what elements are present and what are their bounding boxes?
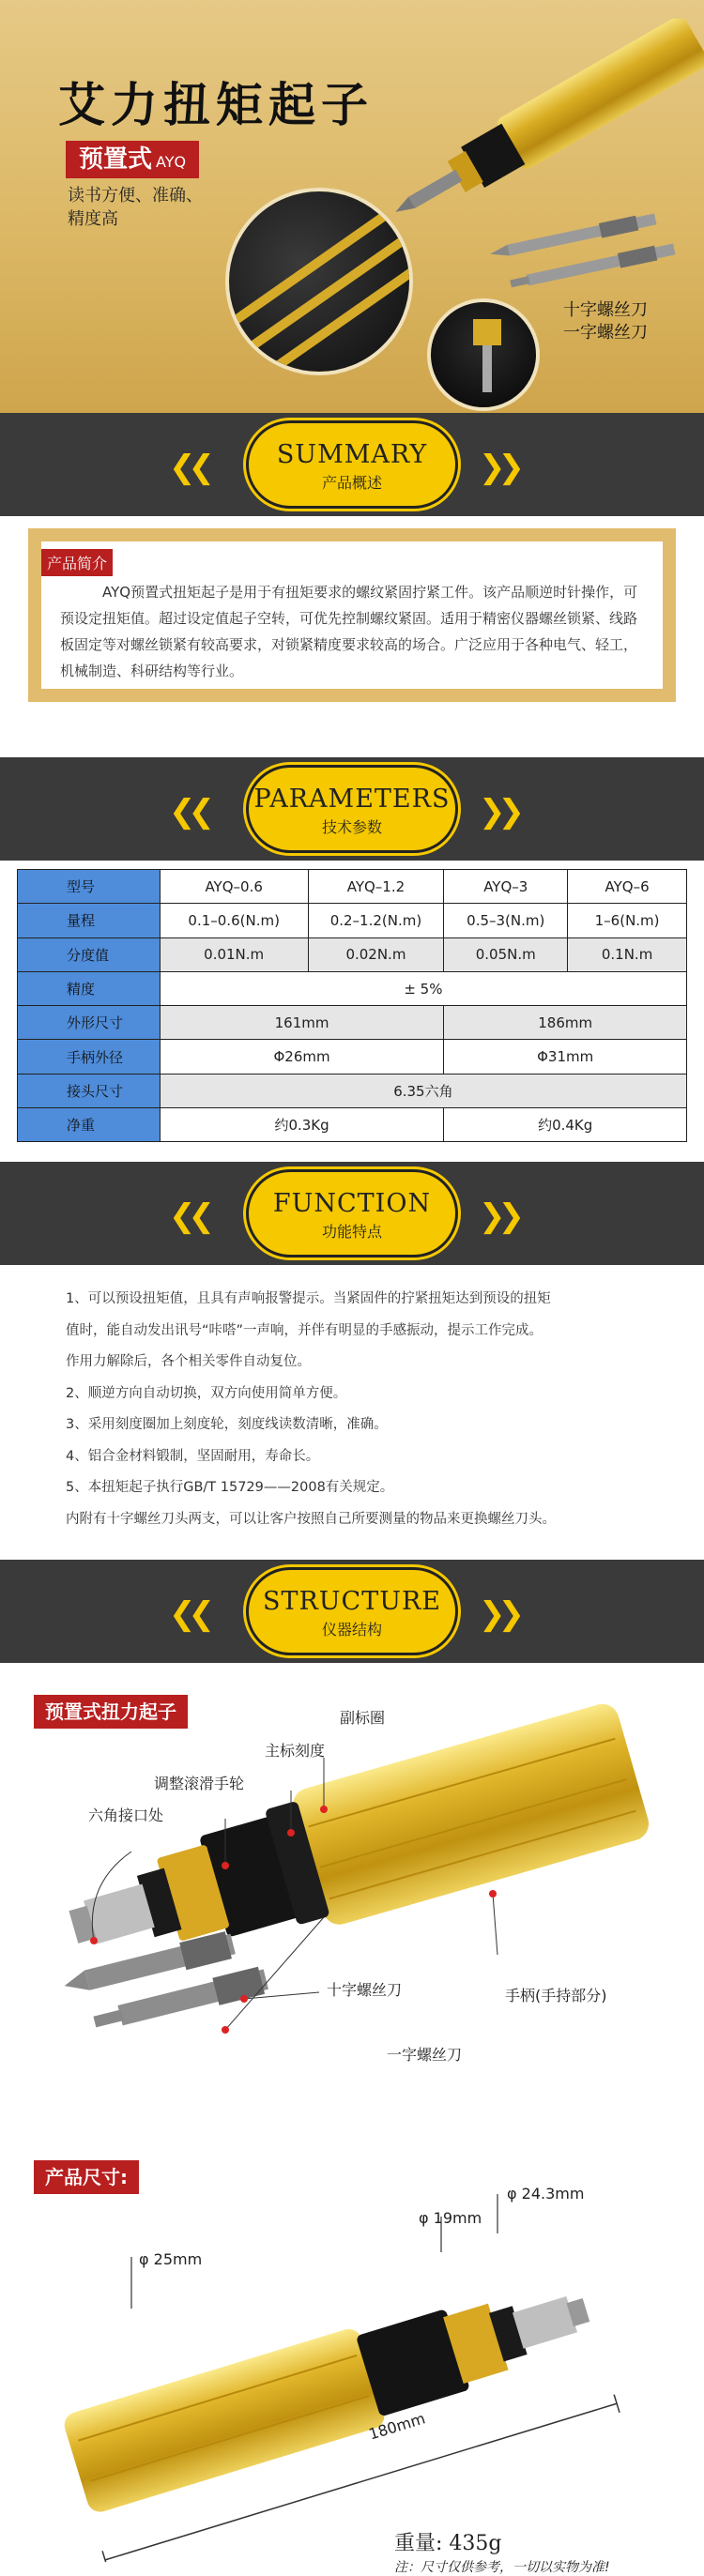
structure-title-en: STRUCTURE xyxy=(262,1587,442,1616)
summary-title-en: SUMMARY xyxy=(276,440,428,469)
label-cross-bit: 十字螺丝刀 xyxy=(563,300,648,320)
function-line: 1、可以预设扭矩值，且具有声响报警提示。当紧固件的拧紧扭矩达到预设的扭矩 xyxy=(66,1291,551,1306)
table-cell: AYQ–0.6 xyxy=(160,870,308,904)
row-label: 量程 xyxy=(18,904,161,937)
label-adjust-wheel: 调整滚滑手轮 xyxy=(154,1775,245,1792)
table-row xyxy=(18,1040,687,1074)
parameters-title-cn: 技术参数 xyxy=(321,818,382,836)
table-cell: 0.02N.m xyxy=(308,937,444,971)
summary-card xyxy=(28,528,676,702)
table-cell: 186mm xyxy=(444,1006,687,1040)
right-arrows-icon: ❯❯ xyxy=(479,793,517,831)
table-cell: 0.01N.m xyxy=(160,937,308,971)
table-row xyxy=(18,1006,687,1040)
function-line: 值时，能自动发出讯号“咔嗒”一声响，并伴有明显的手感振动，提示工作完成。 xyxy=(66,1322,543,1338)
label-main-scale: 主标刻度 xyxy=(265,1742,326,1760)
structure-diagram xyxy=(0,1669,704,2138)
table-cell: 0.1N.m xyxy=(568,937,687,971)
bit-flat-illustration xyxy=(507,236,695,293)
spec-table xyxy=(17,869,687,1142)
label-cross-bit: 十字螺丝刀 xyxy=(327,1981,403,1999)
badge-main: 预置式 xyxy=(79,145,153,174)
hero-section xyxy=(0,0,704,413)
left-arrows-icon: ❮❮ xyxy=(169,1197,207,1235)
table-row xyxy=(18,937,687,971)
row-label: 外形尺寸 xyxy=(18,1006,161,1040)
function-line: 5、本扭矩起子执行GB/T 15729——2008有关规定。 xyxy=(66,1480,394,1495)
table-cell: 6.35六角 xyxy=(160,1074,686,1107)
table-cell: 1–6(N.m) xyxy=(568,904,687,937)
left-arrows-icon: ❮❮ xyxy=(169,1595,207,1633)
function-list xyxy=(66,1284,666,1535)
hero-detail-photo xyxy=(225,188,413,375)
label-hex-port: 六角接口处 xyxy=(88,1806,164,1824)
parameters-banner xyxy=(0,757,704,861)
summary-pill xyxy=(246,420,458,509)
function-line: 内附有十字螺丝刀头两支，可以让客户按照自己所要测量的物品来更换螺丝刀头。 xyxy=(66,1511,556,1527)
structure-banner xyxy=(0,1560,704,1663)
table-cell: AYQ–1.2 xyxy=(308,870,444,904)
dim-24-3: φ 24.3mm xyxy=(507,2185,585,2203)
summary-tag: 产品简介 xyxy=(41,549,113,576)
label-sub-ring: 副标圈 xyxy=(340,1709,386,1727)
left-arrows-icon: ❮❮ xyxy=(169,449,207,486)
table-cell: 0.05N.m xyxy=(444,937,568,971)
table-cell: 约0.4Kg xyxy=(444,1108,687,1142)
product-weight: 重量: 435g xyxy=(394,2532,502,2555)
dimensions-tag: 产品尺寸: xyxy=(34,2160,139,2194)
function-pill xyxy=(246,1169,458,1258)
label-flat-bit: 一字螺丝刀 xyxy=(387,2046,463,2064)
function-line: 4、铝合金材料锻制，坚固耐用，寿命长。 xyxy=(66,1448,320,1464)
function-banner xyxy=(0,1162,704,1265)
right-arrows-icon: ❯❯ xyxy=(479,1197,517,1235)
function-line: 2、顺逆方向自动切换，双方向使用简单方便。 xyxy=(66,1385,347,1401)
table-row xyxy=(18,1108,687,1142)
table-row xyxy=(18,1074,687,1107)
table-cell: 0.2–1.2(N.m) xyxy=(308,904,444,937)
function-line: 3、采用刻度圈加上刻度轮，刻度线读数清晰，准确。 xyxy=(66,1417,388,1432)
table-cell: 0.5–3(N.m) xyxy=(444,904,568,937)
left-arrows-icon: ❮❮ xyxy=(169,793,207,831)
row-label: 接头尺寸 xyxy=(18,1074,161,1107)
hero-desc-line: 读书方便、准确、 xyxy=(68,186,203,206)
label-handle: 手柄(手持部分) xyxy=(505,1987,607,2004)
function-line: 作用力解除后，各个相关零件自动复位。 xyxy=(66,1354,311,1369)
row-label: 手柄外径 xyxy=(18,1040,161,1074)
table-cell: 0.1–0.6(N.m) xyxy=(160,904,308,937)
summary-text: AYQ预置式扭矩起子是用于有扭矩要求的螺纹紧固拧紧工件。该产品顺逆时针操作，可预设定扭矩值。超过设定值起子空转，可优先控制螺纹紧固。适用于精密仪器螺丝锁紧、线路板固定等对螺丝锁紧有较高要求，对锁紧精度要求较高的场合。广泛应用于各种电气、轻工，机械制造、科研结构等行业。 xyxy=(60,584,638,679)
hero-desc-line: 精度高 xyxy=(68,209,118,229)
row-label: 净重 xyxy=(18,1108,161,1142)
table-cell: Φ26mm xyxy=(160,1040,444,1074)
badge-sub: AYQ xyxy=(156,153,187,171)
hero-title: 艾力扭矩起子 xyxy=(58,78,374,132)
dim-19: φ 19mm xyxy=(419,2209,482,2227)
right-arrows-icon: ❯❯ xyxy=(479,1595,517,1633)
structure-pill xyxy=(246,1567,458,1655)
model-badge xyxy=(66,141,199,178)
summary-title-cn: 产品概述 xyxy=(321,474,382,492)
table-cell: Φ31mm xyxy=(444,1040,687,1074)
summary-inner xyxy=(41,541,663,689)
table-row xyxy=(18,870,687,904)
table-cell: 161mm xyxy=(160,1006,444,1040)
structure-tag: 预置式扭力起子 xyxy=(34,1695,188,1729)
table-row xyxy=(18,904,687,937)
label-flat-bit: 一字螺丝刀 xyxy=(563,323,648,343)
row-label: 型号 xyxy=(18,870,161,904)
row-label: 精度 xyxy=(18,971,161,1005)
table-row xyxy=(18,971,687,1005)
row-label: 分度值 xyxy=(18,937,161,971)
hero-description xyxy=(68,184,203,231)
table-cell: ± 5% xyxy=(160,971,686,1005)
summary-banner xyxy=(0,413,704,516)
right-arrows-icon: ❯❯ xyxy=(479,449,517,486)
function-title-cn: 功能特点 xyxy=(321,1223,382,1241)
function-title-en: FUNCTION xyxy=(272,1189,432,1218)
table-cell: AYQ–6 xyxy=(568,870,687,904)
table-cell: 约0.3Kg xyxy=(160,1108,444,1142)
size-note: 注：尺寸仅供参考，一切以实物为准! xyxy=(394,2560,610,2575)
dimensions-diagram xyxy=(0,2168,704,2562)
structure-title-cn: 仪器结构 xyxy=(321,1621,382,1639)
parameters-title-en: PARAMETERS xyxy=(253,785,451,814)
dim-length: 180mm xyxy=(366,2409,428,2444)
hero-detail-photo-2 xyxy=(427,298,540,411)
dim-25: φ 25mm xyxy=(139,2250,203,2268)
table-cell: AYQ–3 xyxy=(444,870,568,904)
parameters-pill xyxy=(246,765,458,853)
